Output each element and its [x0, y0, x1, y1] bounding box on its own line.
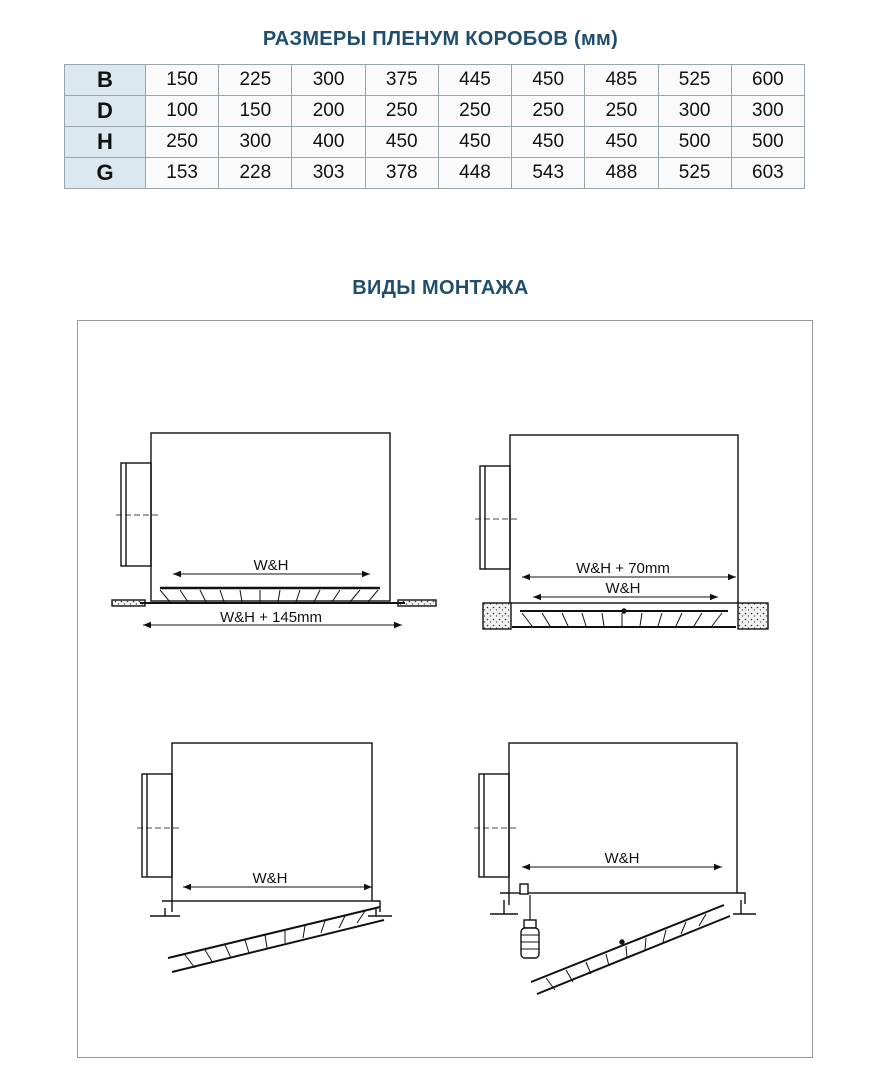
- table-cell: 600: [731, 65, 804, 96]
- d1-outer-label: W&H + 145mm: [219, 609, 323, 626]
- table-cell: 378: [365, 158, 438, 189]
- table-cell: 450: [438, 127, 511, 158]
- table-cell: 200: [292, 96, 365, 127]
- table-cell: 450: [585, 127, 658, 158]
- ceiling-right: [738, 603, 768, 629]
- row-header: H: [65, 127, 146, 158]
- table-cell: 250: [585, 96, 658, 127]
- plenum-box: [509, 743, 737, 893]
- table-cell: 375: [365, 65, 438, 96]
- diffuser-grille-tilted: [168, 907, 384, 972]
- mounting-title: ВИДЫ МОНТАЖА: [352, 277, 529, 299]
- table-cell: 525: [658, 158, 731, 189]
- table-cell: 400: [292, 127, 365, 158]
- table-cell: 543: [512, 158, 585, 189]
- plenum-box: [151, 433, 390, 601]
- table-cell: 500: [658, 127, 731, 158]
- table-cell: 488: [585, 158, 658, 189]
- d3-label: W&H: [252, 870, 288, 887]
- diffuser-grille: [512, 609, 736, 627]
- table-cell: 445: [438, 65, 511, 96]
- duct-spigot: [137, 774, 180, 877]
- table-cell: 300: [219, 127, 292, 158]
- table-cell: 225: [219, 65, 292, 96]
- screwdriver-icon: [521, 895, 539, 958]
- table-cell: 228: [219, 158, 292, 189]
- duct-spigot: [475, 466, 520, 569]
- mounting-bracket-left: [150, 901, 180, 916]
- mounting-view-3: [137, 743, 392, 972]
- table-cell: 250: [438, 96, 511, 127]
- table-cell: 603: [731, 158, 804, 189]
- table-cell: 153: [146, 158, 219, 189]
- table-cell: 250: [512, 96, 585, 127]
- row-header: D: [65, 96, 146, 127]
- row-header: B: [65, 65, 146, 96]
- table-cell: 150: [146, 65, 219, 96]
- duct-spigot: [474, 774, 517, 877]
- table-cell: 250: [365, 96, 438, 127]
- table-cell: 525: [658, 65, 731, 96]
- table-cell: 500: [731, 127, 804, 158]
- table-cell: 303: [292, 158, 365, 189]
- mounting-view-4: [474, 743, 756, 994]
- table-cell: 450: [512, 65, 585, 96]
- table-cell: 450: [365, 127, 438, 158]
- plenum-box: [510, 435, 738, 603]
- row-header: G: [65, 158, 146, 189]
- duct-spigot: [116, 463, 160, 566]
- table-cell: 100: [146, 96, 219, 127]
- mounting-bracket-right: [733, 893, 756, 914]
- table-cell: 485: [585, 65, 658, 96]
- d2-inner-label: W&H: [605, 580, 641, 597]
- diffuser-grille-tilted: [531, 905, 730, 994]
- sizes-title: РАЗМЕРЫ ПЛЕНУМ КОРОБОВ (мм): [262, 28, 619, 50]
- mounting-view-2: [475, 435, 768, 629]
- d4-label: W&H: [604, 850, 640, 867]
- mounting-view-1: [112, 433, 436, 625]
- table-cell: 250: [146, 127, 219, 158]
- table-cell: 450: [512, 127, 585, 158]
- d1-inner-label: W&H: [253, 557, 289, 574]
- d2-outer-label: W&H + 70mm: [576, 560, 670, 577]
- table-cell: 300: [731, 96, 804, 127]
- table-cell: 150: [219, 96, 292, 127]
- table-cell: 300: [292, 65, 365, 96]
- table-cell: 300: [658, 96, 731, 127]
- ceiling-left: [483, 603, 511, 629]
- table-cell: 448: [438, 158, 511, 189]
